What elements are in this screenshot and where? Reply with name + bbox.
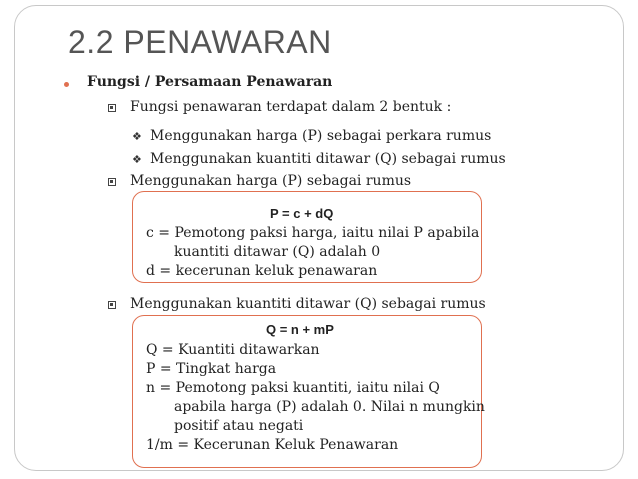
intro-text: Fungsi penawaran terdapat dalam 2 bentuk : — [130, 99, 452, 115]
form-item: Menggunakan kuantiti ditawar (Q) sebagai rumus — [150, 151, 506, 167]
definition-line: c = Pemotong paksi harga, iaitu nilai P apabila — [146, 225, 480, 241]
square-bullet-icon — [108, 301, 116, 309]
bullet-dot-icon — [64, 82, 69, 87]
definition-line: kuantiti ditawar (Q) adalah 0 — [174, 244, 381, 260]
definition-line: positif atau negati — [174, 418, 304, 434]
square-bullet-icon — [108, 104, 116, 112]
section-heading: Fungsi / Persamaan Penawaran — [87, 74, 333, 90]
definition-line: P = Tingkat harga — [146, 361, 277, 377]
definition-line: n = Pemotong paksi kuantiti, iaitu nilai Q — [146, 380, 440, 396]
section1-label: Menggunakan harga (P) sebagai rumus — [130, 173, 412, 189]
definition-line: Q = Kuantiti ditawarkan — [146, 342, 320, 358]
square-bullet-icon — [108, 178, 116, 186]
section2-label: Menggunakan kuantiti ditawar (Q) sebagai rumus — [130, 296, 486, 312]
definition-line: d = kecerunan keluk penawaran — [146, 263, 378, 279]
formula-price: P = c + dQ — [270, 206, 334, 221]
formula-quantity: Q = n + mP — [266, 322, 334, 337]
diamond-bullet-icon: ❖ — [132, 153, 142, 166]
definition-line: apabila harga (P) adalah 0. Nilai n mungkin — [174, 399, 485, 415]
slide-title: 2.2 PENAWARAN — [68, 24, 332, 60]
form-item: Menggunakan harga (P) sebagai perkara rumus — [150, 128, 492, 144]
diamond-bullet-icon: ❖ — [132, 130, 142, 143]
definition-line: 1/m = Kecerunan Keluk Penawaran — [146, 437, 399, 453]
